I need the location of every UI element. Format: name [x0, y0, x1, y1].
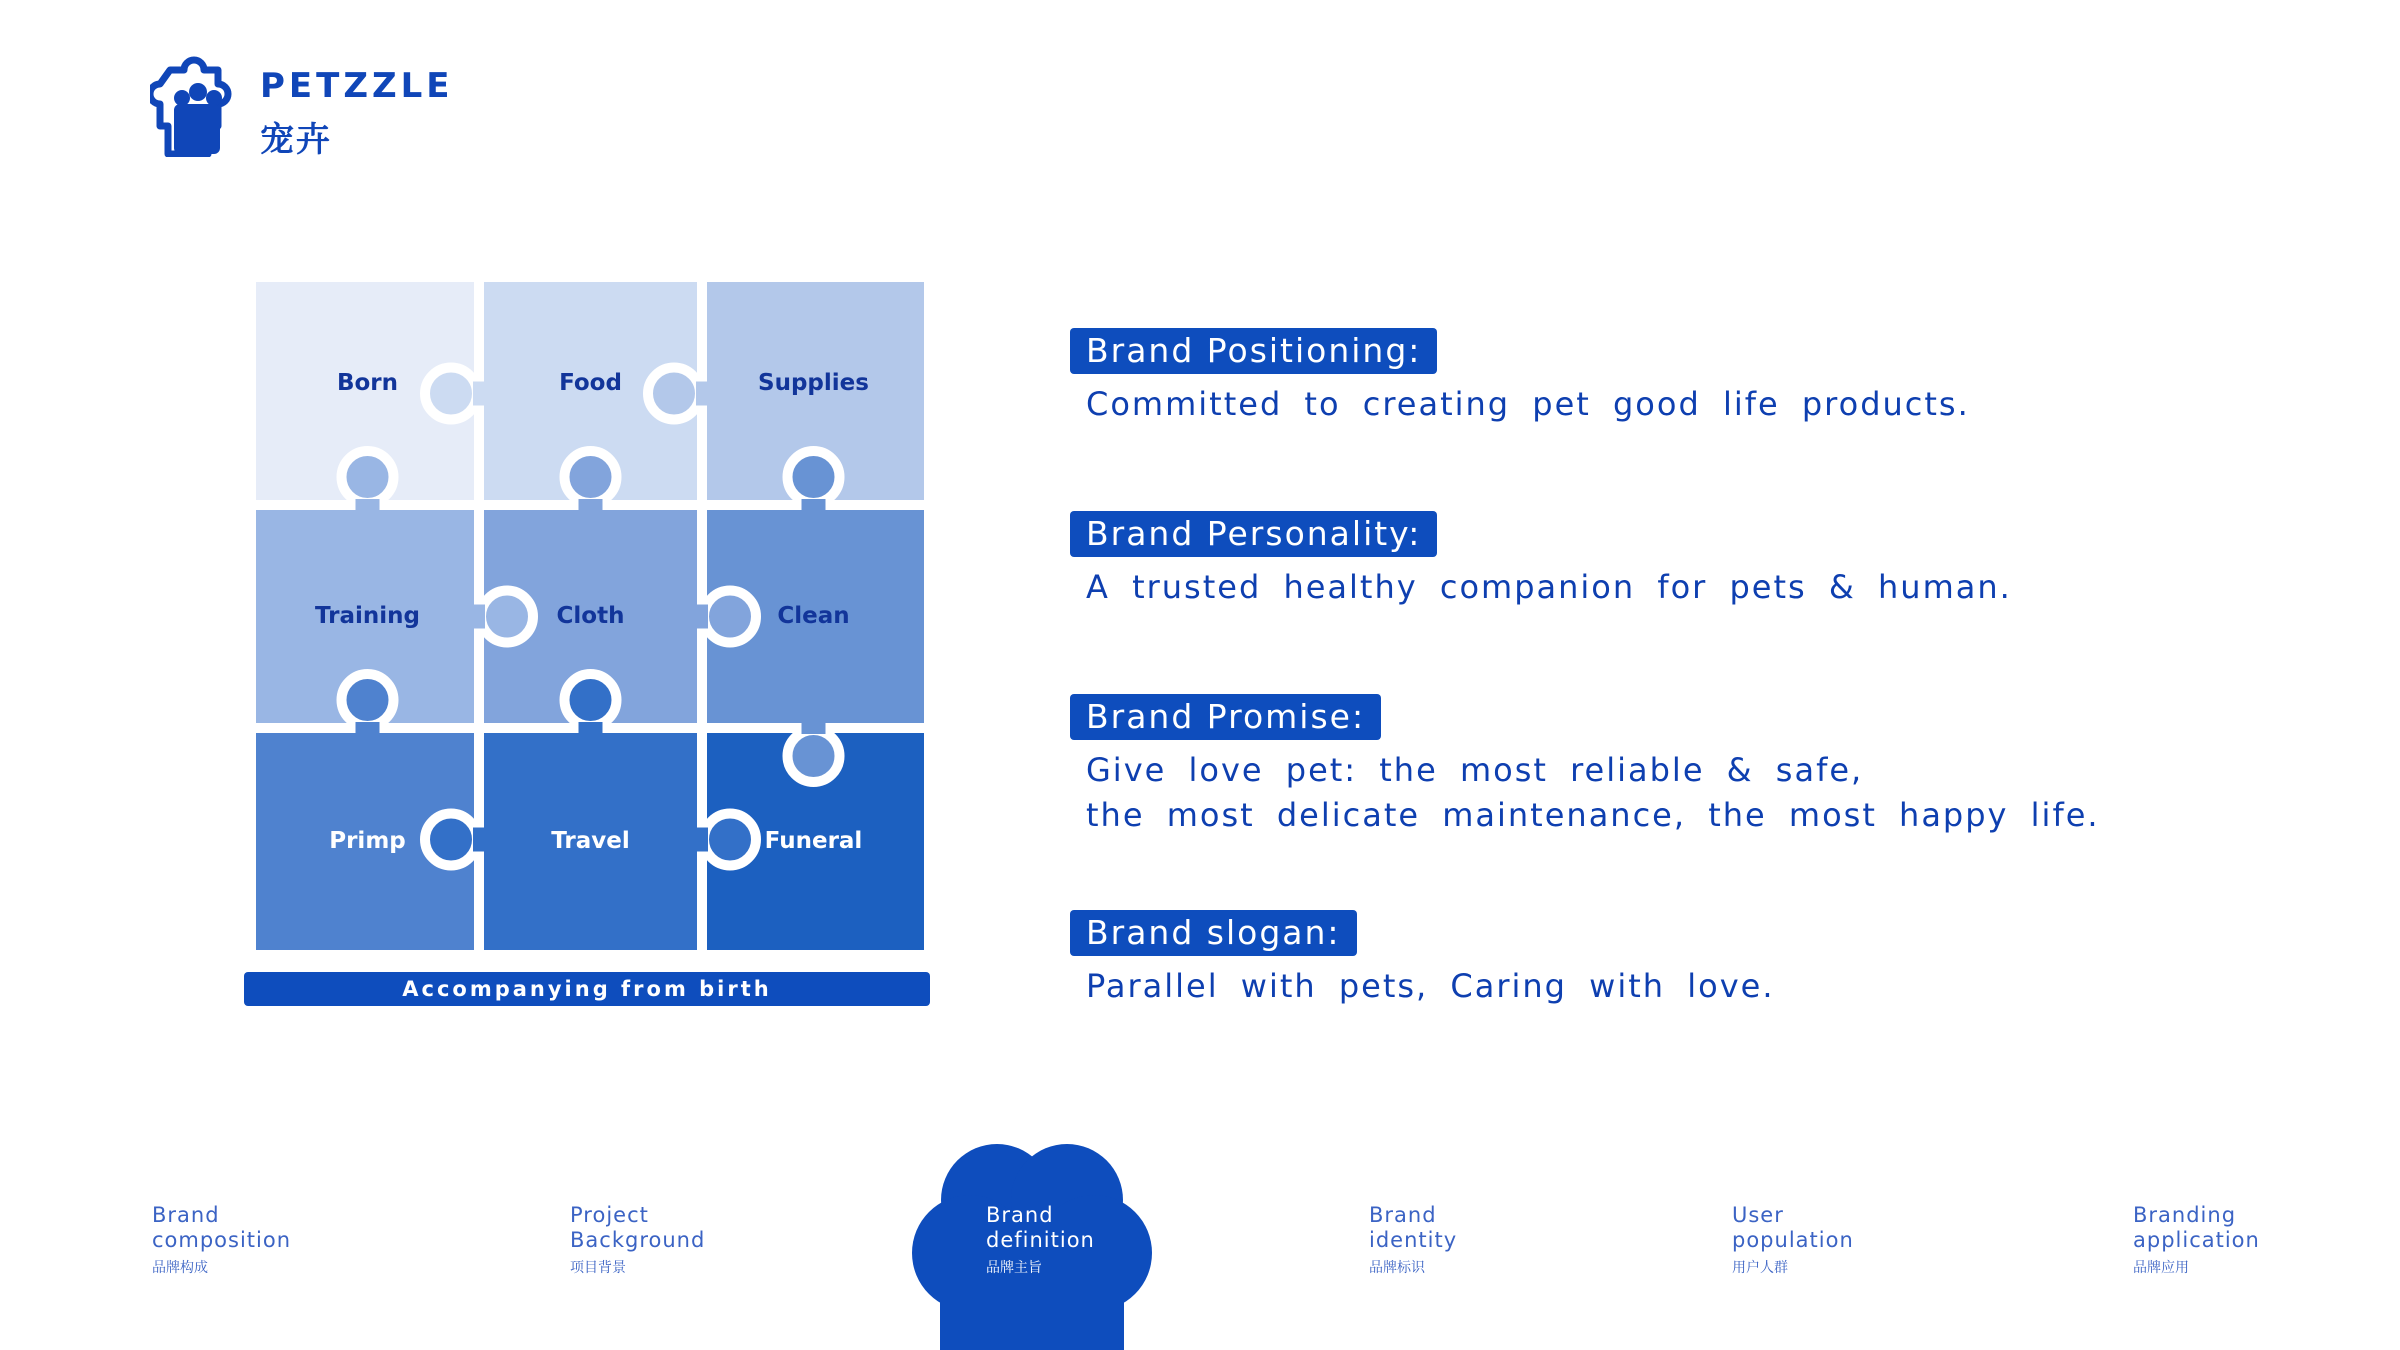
puzzle-piece-label: Training: [314, 603, 420, 629]
logo-wordmark-en: PETZZLE: [260, 66, 454, 106]
nav-label-en: identity: [1369, 1228, 1458, 1252]
puzzle-piece-label: Supplies: [758, 370, 869, 396]
statement-personality: [1070, 511, 2012, 610]
puzzle-knob-neck: [579, 722, 603, 736]
nav-item-brand-identity[interactable]: [1369, 1203, 1599, 1279]
life-stage-puzzle: [256, 282, 924, 950]
nav-label-en: Brand: [152, 1203, 220, 1227]
nav-label-cn: 品牌应用: [2133, 1260, 2189, 1276]
nav-label-en: population: [1732, 1228, 1854, 1252]
nav-label-en: Project: [570, 1203, 649, 1227]
puzzle-knob: [342, 451, 394, 503]
statement-positioning: [1070, 328, 1970, 427]
puzzle-knob: [565, 451, 617, 503]
nav-label-en: definition: [986, 1228, 1095, 1252]
puzzle-piece-label: Funeral: [764, 828, 863, 854]
nav-item-branding-application[interactable]: [2133, 1203, 2363, 1279]
nav-item-brand-definition[interactable]: [986, 1203, 1216, 1279]
puzzle-piece-label: Cloth: [556, 603, 625, 629]
puzzle-knob-neck: [579, 499, 603, 513]
puzzle-caption: Accompanying from birth: [244, 972, 930, 1006]
brand-logo: [150, 52, 454, 162]
puzzle-piece-label: Clean: [777, 603, 850, 629]
puzzle-knob: [788, 730, 840, 782]
puzzle-knob-neck: [802, 499, 826, 513]
statement-text: Parallel with pets, Caring with love.: [1086, 967, 1775, 1005]
nav-label-cn: 用户人群: [1732, 1260, 1788, 1276]
nav-label-en: Branding: [2133, 1203, 2237, 1227]
nav-label-cn: 项目背景: [570, 1260, 626, 1276]
puzzle-knob-neck: [802, 720, 826, 734]
puzzle-piece-label: Born: [336, 370, 399, 396]
puzzle-piece-label: Food: [559, 370, 622, 396]
statement-text: A trusted healthy companion for pets & human.: [1086, 568, 2012, 606]
nav-item-user-population[interactable]: [1732, 1203, 1962, 1279]
statement-slogan: [1070, 910, 1774, 1009]
nav-label-cn: 品牌主旨: [986, 1260, 1042, 1276]
nav-item-project-background[interactable]: [570, 1203, 800, 1279]
nav-label-en: Brand: [1369, 1203, 1437, 1227]
nav-label-en: User: [1732, 1203, 1784, 1227]
statement-title: Brand slogan:: [1070, 910, 1357, 956]
nav-label-en: Background: [570, 1228, 706, 1252]
nav-label-cn: 品牌标识: [1369, 1260, 1425, 1276]
puzzle-knob: [788, 451, 840, 503]
puzzle-knob-neck: [356, 722, 380, 736]
puzzle-knob: [565, 674, 617, 726]
puzzle-paw-logo-icon: [150, 52, 250, 157]
statement-title: Brand Promise:: [1070, 694, 1381, 740]
logo-wordmark-cn: 宠卉: [260, 120, 332, 160]
statement-text: Committed to creating pet good life products.: [1086, 385, 1970, 423]
statement-title: Brand Personality:: [1070, 511, 1437, 557]
statement-text: the most delicate maintenance, the most happy life.: [1086, 796, 2100, 834]
statement-title: Brand Positioning:: [1070, 328, 1437, 374]
statement-text: Give love pet: the most reliable & safe,: [1086, 751, 1864, 789]
nav-label-en: Brand: [986, 1203, 1054, 1227]
puzzle-piece-label: Travel: [551, 828, 630, 854]
nav-item-brand-composition[interactable]: [152, 1203, 382, 1279]
puzzle-knob-neck: [356, 499, 380, 513]
nav-label-cn: 品牌构成: [152, 1260, 208, 1276]
nav-label-en: composition: [152, 1228, 292, 1252]
nav-label-en: application: [2133, 1228, 2260, 1252]
puzzle-knob: [342, 674, 394, 726]
puzzle-piece-label: Primp: [329, 828, 406, 854]
statement-promise: [1070, 694, 2100, 838]
